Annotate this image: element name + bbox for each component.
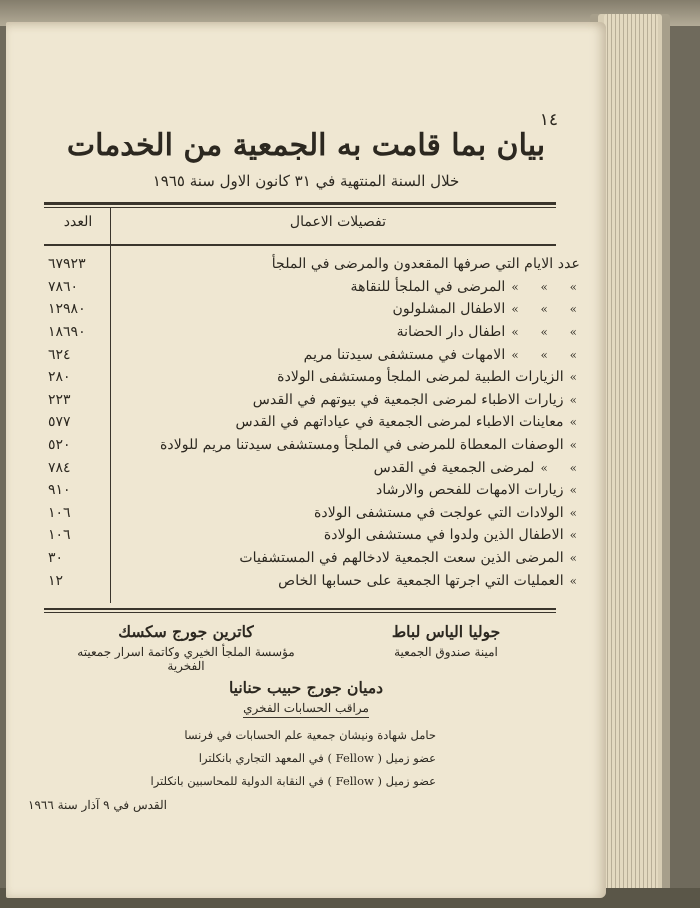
ditto-marks: » <box>569 573 586 588</box>
auditor-credential: حامل شهادة ونيشان جمعية علم الحسابات في فرنسا <box>184 728 436 742</box>
table-row <box>44 434 586 457</box>
row-label: العمليات التي اجرتها الجمعية على حسابها الخاص <box>278 572 564 589</box>
auditor-credential: عضو زميل ( Fellow ) في المعهد التجاري بانكلترا <box>198 751 436 765</box>
signature-founder <box>66 622 306 673</box>
table-top-rule <box>44 202 556 205</box>
row-label: لمرضى الجمعية في القدس <box>373 459 535 476</box>
table-bottom-rule-thin <box>44 612 556 613</box>
row-value: ٧٨٤ <box>48 459 71 476</box>
page-subtitle: خلال السنة المنتهية في ٣١ كانون الاول سنة ١٩٦٥ <box>152 172 460 190</box>
table-row <box>44 253 586 276</box>
row-label: الزيارات الطبية لمرضى الملجأ ومستشفى الولادة <box>277 369 564 386</box>
page-title: بيان بما قامت به الجمعية من الخدمات <box>66 128 546 163</box>
table-row <box>44 524 586 547</box>
row-value: ٩١٠ <box>48 482 71 499</box>
row-label: زيارات الاطباء لمرضى الجمعية في بيوتهم في القدس <box>252 391 564 408</box>
ditto-marks: » » » <box>511 302 586 317</box>
signatory-name: دميان جورج حبيب حنانيا <box>228 678 384 697</box>
table-row <box>44 389 586 412</box>
table-row <box>44 366 586 389</box>
table-bottom-rule <box>44 608 556 610</box>
ditto-marks: » <box>569 370 586 385</box>
row-label: اطفال دار الحضانة <box>396 324 506 341</box>
row-label: الوصفات المعطاة للمرضى في الملجأ ومستشفى سيدتنا مريم للولادة <box>159 437 564 454</box>
signatory-role: امينة صندوق الجمعية <box>394 645 498 659</box>
table-row <box>44 502 586 525</box>
row-value: ١٢٩٨٠ <box>48 301 86 318</box>
ditto-marks: » <box>569 551 586 566</box>
ditto-marks: » » » <box>511 325 586 340</box>
table-row <box>44 321 586 344</box>
services-table-body <box>44 253 586 592</box>
row-value: ٦٢٤ <box>48 346 71 363</box>
signatory-role: مراقب الحسابات الفخري <box>243 701 369 718</box>
ditto-marks: » <box>569 415 586 430</box>
table-row <box>44 456 586 479</box>
row-label: الاطفال الذين ولدوا في مستشفى الولادة <box>323 527 564 544</box>
page-stack-edge <box>604 14 658 892</box>
auditor-credential: عضو زميل ( Fellow ) في النقابة الدولية للمحاسبين بانكلترا <box>150 774 436 788</box>
document-page <box>6 22 606 898</box>
row-value: ٥٢٠ <box>48 437 71 454</box>
ditto-marks: » » <box>540 460 586 475</box>
signatory-name: جوليا الياس لباط <box>391 622 501 641</box>
signature-treasurer <box>356 622 536 659</box>
ditto-marks: » » » <box>511 347 586 362</box>
row-label: المرضى الذين سعت الجمعية لادخالهم في المستشفيات <box>239 550 564 567</box>
ditto-marks: » <box>569 392 586 407</box>
ditto-marks: » » » <box>511 279 586 294</box>
row-label: عدد الايام التي صرفها المقعدون والمرضى في الملجأ <box>271 256 580 273</box>
signatory-role: مؤسسة الملجأ الخيري وكاتمة اسرار جمعيته الفخرية <box>77 645 295 673</box>
table-row <box>44 479 586 502</box>
row-label: الامهات في مستشفى سيدتنا مريم <box>303 346 506 363</box>
column-header-details: تفصيلات الاعمال <box>289 214 386 230</box>
row-value: ١٠٦ <box>48 504 71 521</box>
row-value: ١٨٦٩٠ <box>48 324 86 341</box>
row-value: ٣٠ <box>48 550 64 567</box>
signatory-name: كاترين جورج سكسك <box>118 622 254 641</box>
page-number: ١٤ <box>539 110 558 130</box>
ditto-marks: » <box>569 505 586 520</box>
table-row <box>44 569 586 592</box>
row-label: معاينات الاطباء لمرضى الجمعية في عياداتهم في القدس <box>235 414 564 431</box>
row-value: ٦٧٩٢٣ <box>48 256 86 273</box>
row-label: زيارات الامهات للفحص والارشاد <box>376 482 564 499</box>
ditto-marks: » <box>569 528 586 543</box>
table-row <box>44 276 586 299</box>
column-header-count: العدد <box>63 214 93 230</box>
row-label: الاطفال المشلولون <box>392 301 506 318</box>
row-label: الولادات التي عولجت في مستشفى الولادة <box>313 504 564 521</box>
header-rule <box>44 244 556 246</box>
row-value: ٢٢٣ <box>48 391 71 408</box>
row-value: ١٠٦ <box>48 527 71 544</box>
ditto-marks: » <box>569 438 586 453</box>
signature-auditor <box>176 678 436 718</box>
table-top-rule-thin <box>44 207 556 208</box>
row-label: المرضى في الملجأ للنقاهة <box>350 278 506 295</box>
table-row <box>44 343 586 366</box>
row-value: ١٢ <box>48 572 64 589</box>
table-row <box>44 547 586 570</box>
row-value: ٥٧٧ <box>48 414 71 431</box>
row-value: ٧٨٦٠ <box>48 278 79 295</box>
place-date: القدس في ٩ آذار سنة ١٩٦٦ <box>28 798 167 812</box>
row-value: ٢٨٠ <box>48 369 71 386</box>
ditto-marks: » <box>569 483 586 498</box>
table-row <box>44 411 586 434</box>
table-row <box>44 298 586 321</box>
